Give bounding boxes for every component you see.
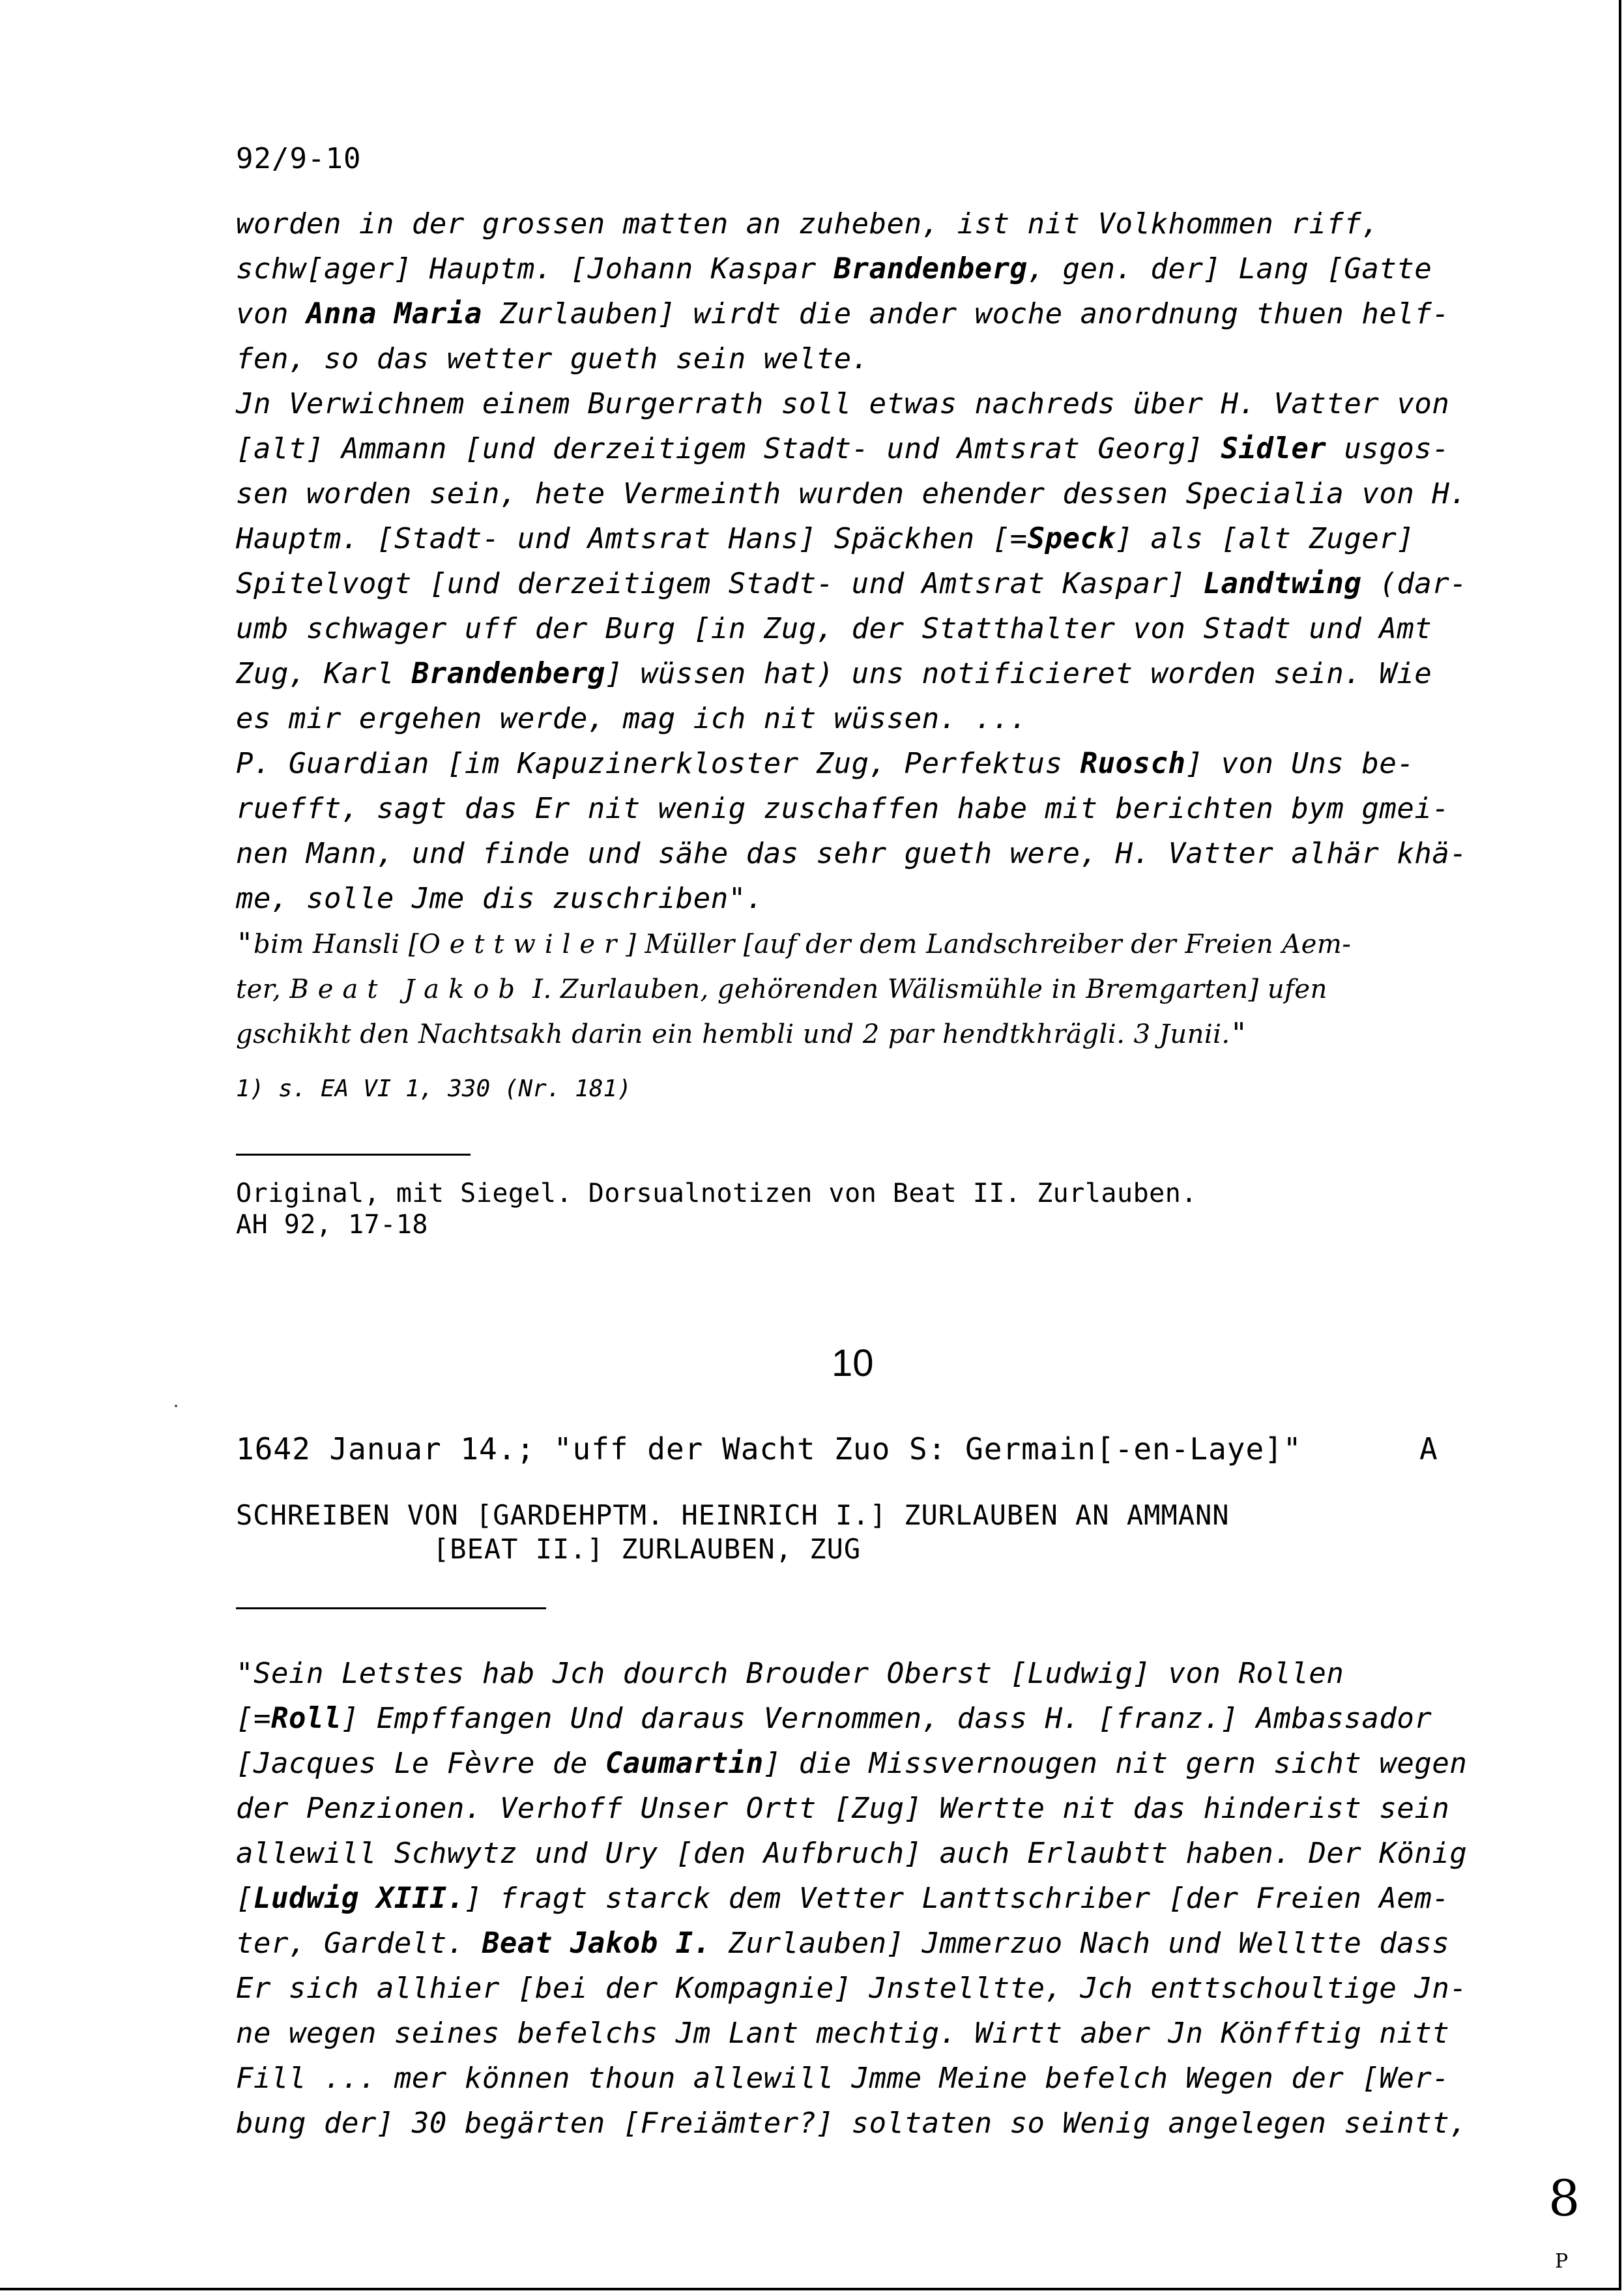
text-run: von: [236, 297, 306, 330]
text-run: schw[ager] Hauptm. [Johann Kaspar: [236, 252, 834, 285]
handwritten-text: I. Zurlauben, gehörenden Wälismühle in Bremgarten] ufen: [523, 974, 1327, 1004]
text-run: Jn Verwichnem einem Burgerrath soll etwas nachreds über H. Vatter von: [236, 387, 1450, 420]
handwritten-text: Beat Jakob: [289, 974, 524, 1004]
letter-line: [236, 1927, 1449, 1960]
bold-name: Caumartin: [605, 1747, 764, 1780]
letter-line: [236, 2107, 1467, 2140]
handwritten-text: ter,: [236, 974, 290, 1004]
text-run: nen Mann, und finde und sähe das sehr gueth were, H. Vatter alhär khä-: [236, 837, 1468, 870]
text-run: P. Guardian [im Kapuzinerkloster Zug, Perfektus: [236, 747, 1080, 780]
handwritten-text: ] Müller [auf der dem Landschreiber der Freien Aem-: [626, 929, 1352, 959]
document-number: 10: [832, 1342, 874, 1384]
bold-name: Roll: [270, 1702, 341, 1735]
text-run: "Sein Letstes hab Jch dourch Brouder Oberst [Ludwig] von Rollen: [236, 1657, 1344, 1690]
text-run: , gen. der] Lang [Gatte: [1027, 252, 1432, 285]
bold-name: Speck: [1027, 522, 1116, 555]
letter-line: [236, 2017, 1449, 2050]
text-run: fen, so das wetter gueth sein welte.: [236, 342, 869, 375]
footnote: 1) s. EA VI 1, 330 (Nr. 181): [236, 1075, 631, 1102]
letter-line: [236, 1837, 1467, 1870]
text-run: ": [1230, 1017, 1248, 1050]
text-run: Er sich allhier [bei der Kompagnie] Jnstelltte, Jch enttschoultige Jn-: [236, 1972, 1468, 2005]
letter-line: [236, 1972, 1467, 2005]
text-run: [alt] Ammann [und derzeitigem Stadt- und Amtsrat Georg]: [236, 432, 1221, 465]
heading-rule: [236, 1607, 546, 1609]
paragraph-line: [236, 702, 1028, 735]
page-stamp: 8: [1548, 2169, 1580, 2227]
paragraph-line: [236, 612, 1432, 645]
text-run: der Penzionen. Verhoff Unser Ortt [Zug] Wertte nit das hinderist sein: [236, 1792, 1450, 1825]
text-run: usgos-: [1326, 432, 1450, 465]
text-run: [=: [236, 1702, 271, 1735]
bold-name: Sidler: [1221, 432, 1327, 465]
page-stamp-small: P: [1555, 2250, 1569, 2273]
text-run: worden in der grossen matten an zuheben, ist nit Volkhommen riff,: [236, 207, 1380, 241]
paragraph-line: [236, 477, 1467, 510]
text-run: ": [236, 927, 254, 960]
text-run: bung der] 30 begärten [Freiämter?] soltaten so Wenig angelegen seintt,: [236, 2107, 1468, 2140]
text-run: Fill ... mer können thoun allewill Jmme Meine befelch Wegen der [Wer-: [236, 2062, 1450, 2095]
source-note-line2: AH 92, 17-18: [236, 1210, 428, 1240]
text-run: Hauptm. [Stadt- und Amtsrat Hans] Späckhen [=: [236, 522, 1028, 555]
text-run: ] die Missvernougen nit gern sicht wegen: [763, 1747, 1468, 1780]
letter-line: [236, 1882, 1449, 1915]
paragraph-line: [236, 207, 1379, 241]
handwritten-text: bim Hansli [: [254, 929, 419, 959]
bold-name: Brandenberg: [411, 657, 605, 690]
bold-name: Ruosch: [1080, 747, 1186, 780]
date-line: 1642 Januar 14.; "uff der Wacht Zuo S: Germain[-en-Laye]": [236, 1431, 1302, 1467]
paragraph-line: [236, 567, 1467, 600]
text-run: es mir ergehen werde, mag ich nit wüssen. ...: [236, 702, 1028, 735]
heading-line2: [BEAT II.] ZURLAUBEN, ZUG: [433, 1533, 862, 1565]
paragraph-line: [236, 972, 1327, 1005]
letter-line: [236, 1702, 1432, 1735]
text-run: ] fragt starck dem Vetter Lanttschriber [der Freien Aem-: [464, 1882, 1450, 1915]
text-run: ] wüssen hat) uns notificieret worden sein. Wie: [605, 657, 1432, 690]
letter-line: [236, 1747, 1467, 1780]
bold-name: Landtwing: [1203, 567, 1362, 600]
paragraph-line: [236, 837, 1467, 870]
text-run: Zurlauben] wirdt die ander woche anordnung thuen helf-: [482, 297, 1450, 330]
text-run: Zug, Karl: [236, 657, 412, 690]
paragraph-line: [236, 297, 1449, 330]
text-run: sen worden sein, hete Vermeinth wurden ehender dessen Specialia von H.: [236, 477, 1468, 510]
paragraph-line: [236, 432, 1449, 465]
text-run: ] Empffangen Und daraus Vernommen, dass H. [franz.] Ambassador: [341, 1702, 1432, 1735]
letter-line: [236, 1792, 1449, 1825]
text-run: Spitelvogt [und derzeitigem Stadt- und Amtsrat Kaspar]: [236, 567, 1204, 600]
date-letter: A: [1419, 1431, 1438, 1467]
paragraph-line: [236, 252, 1432, 285]
paragraph-line: [236, 927, 1351, 960]
text-run: ne wegen seines befelchs Jm Lant mechtig. Wirtt aber Jn Könfftig nitt: [236, 2017, 1450, 2050]
paragraph-line: [236, 1017, 1248, 1050]
handwritten-text: Oettwiler: [418, 929, 626, 959]
paragraph-line: [236, 342, 869, 375]
bold-name: Ludwig XIII.: [254, 1882, 465, 1915]
text-run: ] von Uns be-: [1185, 747, 1415, 780]
bold-name: Brandenberg: [834, 252, 1028, 285]
letter-line: [236, 1657, 1344, 1690]
paragraph-line: [236, 387, 1449, 420]
paragraph-line: [236, 747, 1414, 780]
paragraph-line: [236, 522, 1414, 555]
page-id: 92/9-10: [236, 142, 362, 175]
text-run: ruefft, sagt das Er nit wenig zuschaffen habe mit berichten bym gmei-: [236, 792, 1450, 825]
text-run: Zurlauben] Jmmerzuo Nach und Welltte dass: [710, 1927, 1450, 1960]
text-run: ] als [alt Zuger]: [1115, 522, 1415, 555]
paragraph-line: [236, 882, 764, 915]
handwritten-text: gschikht den Nachtsakh darin ein hembli und 2 par hendtkhrägli. 3 Junii.: [236, 1019, 1230, 1049]
letter-line: [236, 2062, 1449, 2095]
bold-name: Anna Maria: [306, 297, 482, 330]
text-run: [Jacques Le Fèvre de: [236, 1747, 605, 1780]
bold-name: Beat Jakob I.: [482, 1927, 711, 1960]
text-run: allewill Schwytz und Ury [den Aufbruch] auch Erlaubtt haben. Der König: [236, 1837, 1468, 1870]
heading-line1: SCHREIBEN VON [GARDEHPTM. HEINRICH I.] ZURLAUBEN AN AMMANN: [236, 1499, 1230, 1531]
text-run: umb schwager uff der Burg [in Zug, der Statthalter von Stadt und Amt: [236, 612, 1432, 645]
text-run: [: [236, 1882, 254, 1915]
scan-speck: [175, 1405, 177, 1407]
paragraph-line: [236, 657, 1432, 690]
source-note-line1: Original, mit Siegel. Dorsualnotizen von Beat II. Zurlauben.: [236, 1178, 1197, 1208]
footnote-rule: [236, 1154, 471, 1156]
text-run: me, solle Jme dis zuschriben".: [236, 882, 764, 915]
text-run: ter, Gardelt.: [236, 1927, 482, 1960]
text-run: (dar-: [1361, 567, 1468, 600]
paragraph-line: [236, 792, 1449, 825]
